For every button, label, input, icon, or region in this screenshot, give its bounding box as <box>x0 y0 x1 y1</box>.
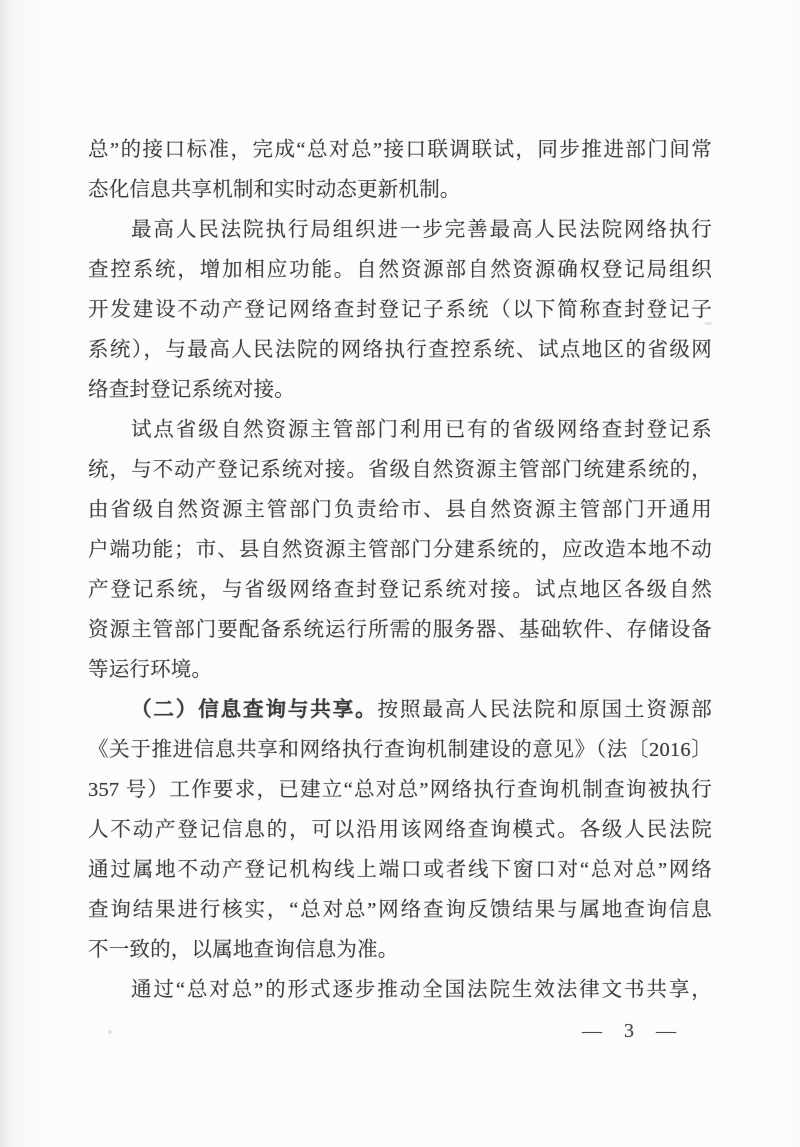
text-line: 试点省级自然资源主管部门利用已有的省级网络查封登记系 <box>131 419 712 441</box>
section-heading: （二）信息查询与共享。 <box>131 699 378 721</box>
text-line: 络查封登记系统对接。 <box>88 379 295 401</box>
text-line: 查控系统，增加相应功能。自然资源部自然资源确权登记局组织 <box>88 259 712 281</box>
scan-artifact <box>108 1030 112 1034</box>
text-line: 人不动产登记信息的，可以沿用该网络查询模式。各级人民法院 <box>88 819 712 841</box>
text-line: 资源主管部门要配备系统运行所需的服务器、基础软件、存储设备 <box>88 619 712 641</box>
text-line: 总”的接口标准，完成“总对总”接口联调联试，同步推进部门间常 <box>88 139 712 161</box>
page-number: — 3 — <box>582 1020 680 1042</box>
text-line: 不一致的，以属地查询信息为准。 <box>88 939 399 961</box>
section-heading-continuation: 按照最高人民法院和原国土资源部 <box>377 699 712 721</box>
text-line: 开发建设不动产登记网络查封登记子系统（以下简称查封登记子 <box>88 299 712 321</box>
text-line: 通过“总对总”的形式逐步推动全国法院生效法律文书共享， <box>131 979 712 1001</box>
text-line: 统，与不动产登记系统对接。省级自然资源主管部门统建系统的， <box>88 459 712 481</box>
text-line: 态化信息共享机制和实时动态更新机制。 <box>88 179 461 201</box>
scan-artifact <box>704 322 713 325</box>
text-line: 《关于推进信息共享和网络执行查询机制建设的意见》（法〔2016〕 <box>88 739 712 761</box>
text-line: 系统），与最高人民法院的网络执行查控系统、试点地区的省级网 <box>88 339 712 361</box>
text-line: 通过属地不动产登记机构线上端口或者线下窗口对“总对总”网络 <box>88 859 712 881</box>
text-line: 户端功能；市、县自然资源主管部门分建系统的，应改造本地不动 <box>88 539 712 561</box>
section-heading-line <box>88 690 712 730</box>
text-line: 由省级自然资源主管部门负责给市、县自然资源主管部门开通用 <box>88 499 712 521</box>
text-line: 等运行环境。 <box>88 659 213 681</box>
text-line: 最高人民法院执行局组织进一步完善最高人民法院网络执行 <box>131 219 712 241</box>
text-line: 357 号）工作要求，已建立“总对总”网络执行查询机制查询被执行 <box>88 779 712 801</box>
text-line: 查询结果进行核实，“总对总”网络查询反馈结果与属地查询信息 <box>88 899 712 921</box>
document-body <box>88 130 712 1010</box>
text-line: 产登记系统，与省级网络查封登记系统对接。试点地区各级自然 <box>88 579 712 601</box>
